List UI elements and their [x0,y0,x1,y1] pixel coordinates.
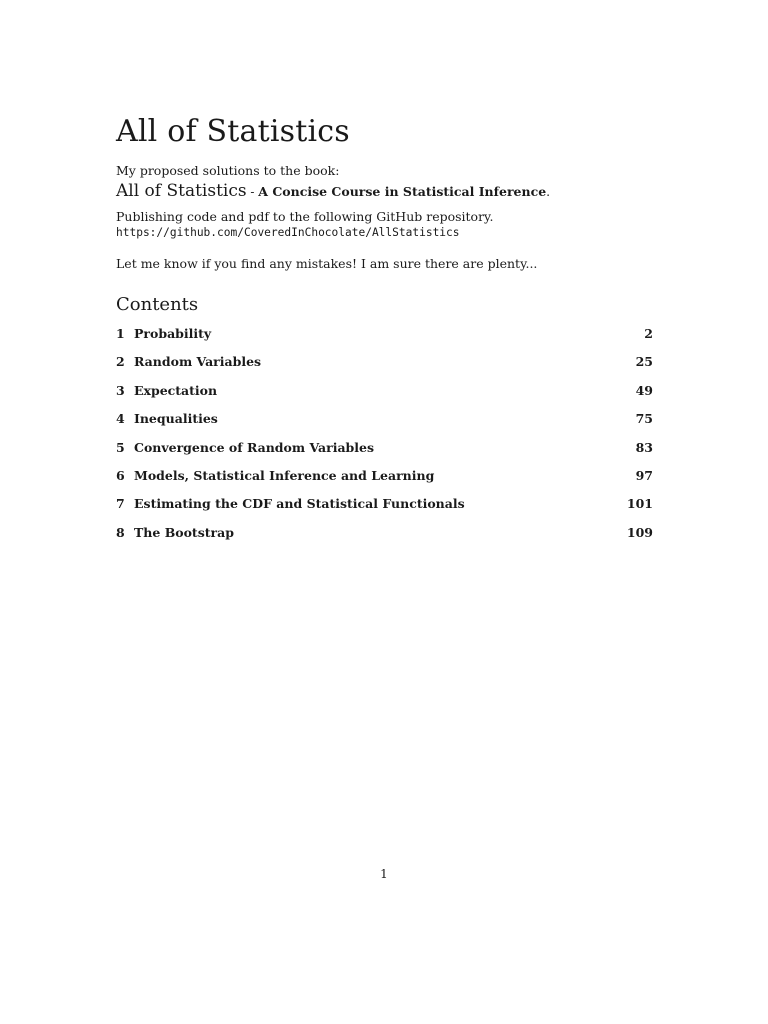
book-subtitle: A Concise Course in Statistical Inference [258,184,547,199]
toc-entry-page: 101 [626,496,653,512]
toc-entry[interactable] [116,383,653,411]
toc-entry[interactable] [116,525,653,553]
toc-entry-title: The Bootstrap [134,524,234,540]
toc-entry-page: 25 [635,354,653,370]
toc-entry[interactable] [116,411,653,439]
toc-entry-number: 2 [116,354,125,370]
toc-entry-title: Convergence of Random Variables [134,439,375,455]
toc-entry-title: Estimating the CDF and Statistical Functionals [134,496,465,512]
repo-url-link[interactable]: https://github.com/CoveredInChocolate/AllStatistics [116,226,460,239]
toc-entry-number: 4 [116,411,125,427]
toc-entry-title: Expectation [134,382,218,398]
book-reference [116,181,550,201]
toc-entry-page: 2 [644,326,653,341]
toc-entry-title: Models, Statistical Inference and Learning [134,467,435,483]
toc-entry-title: Random Variables [134,354,262,370]
toc-entry-page: 109 [626,524,653,540]
page-number: 1 [380,867,388,881]
intro-text: My proposed solutions to the book: [116,163,340,178]
toc-entry-title: Probability [134,326,212,341]
toc-entry-page: 75 [635,411,653,427]
book-period: . [546,184,551,199]
toc-entry-number: 5 [116,439,125,455]
toc-entry-number: 8 [116,524,125,540]
table-of-contents [116,326,653,553]
toc-entry-number: 6 [116,467,125,483]
toc-entry[interactable] [116,326,653,354]
book-title: All of Statistics [116,181,247,201]
toc-entry-page: 83 [635,439,653,455]
toc-entry[interactable] [116,354,653,382]
toc-entry[interactable] [116,468,653,496]
toc-entry-page: 97 [635,467,653,483]
toc-entry-title: Inequalities [134,411,218,427]
document-title: All of Statistics [116,114,350,149]
mistakes-text: Let me know if you find any mistakes! I am sure there are plenty... [116,256,538,271]
toc-entry-number: 7 [116,496,125,512]
publishing-text: Publishing code and pdf to the following GitHub repository. [116,209,494,224]
toc-entry-number: 3 [116,382,125,398]
toc-entry-page: 49 [635,382,653,398]
toc-entry-number: 1 [116,326,125,341]
toc-entry[interactable] [116,440,653,468]
book-dash: - [246,185,259,199]
toc-entry[interactable] [116,496,653,524]
contents-heading: Contents [116,294,199,315]
